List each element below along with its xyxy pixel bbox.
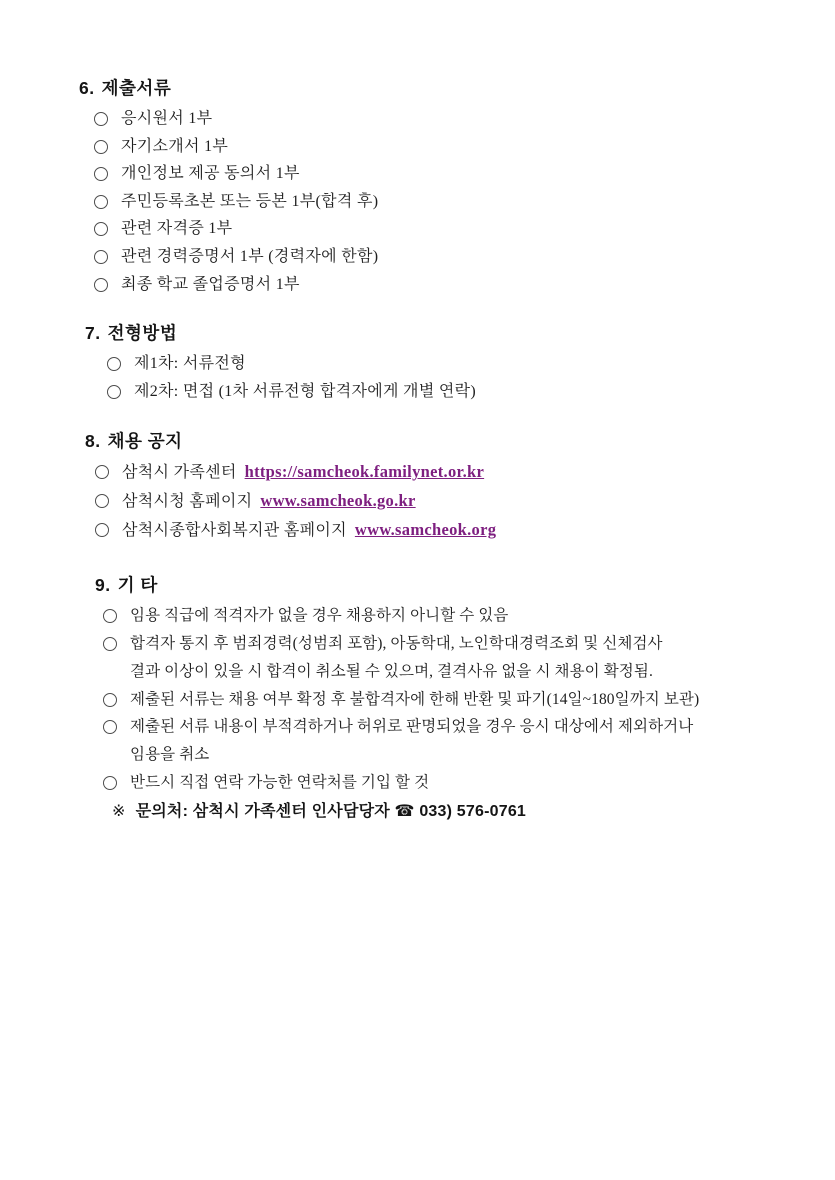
item-text — [122, 487, 416, 516]
item-text — [122, 516, 496, 545]
item-text — [130, 630, 663, 686]
list-item — [103, 602, 835, 630]
contact-note — [112, 798, 835, 825]
list-item — [94, 215, 835, 243]
list-item — [107, 350, 835, 378]
item-line: 제출된 서류 내용이 부적격하거나 허위로 판명되었을 경우 응시 대상에서 제외하거나 — [130, 718, 694, 736]
welfare-center-link[interactable]: www.samcheok.org — [354, 519, 497, 539]
list-item — [94, 188, 835, 216]
section-title: 전형방법 — [107, 323, 178, 344]
contact-note-text: 문의처: 삼척시 가족센터 인사담당자 ☎ 033) 576-0761 — [135, 802, 527, 820]
circle-bullet-icon — [94, 222, 108, 236]
list-item — [103, 713, 835, 769]
item-text: 개인정보 제공 동의서 1부 — [121, 165, 300, 183]
list-item — [94, 105, 835, 133]
item-line: 임용을 취소 — [130, 746, 210, 764]
list-item — [103, 769, 835, 797]
section-8-heading — [85, 427, 835, 456]
circle-bullet-icon — [103, 637, 117, 651]
circle-bullet-icon — [103, 609, 117, 623]
section-recruitment-notice — [0, 427, 835, 544]
city-homepage-link[interactable]: www.samcheok.go.kr — [260, 490, 416, 510]
item-text: 관련 자격증 1부 — [121, 220, 233, 238]
circle-bullet-icon — [95, 523, 109, 537]
item-text: 관련 경력증명서 1부 (경력자에 한함) — [121, 247, 379, 265]
item-text — [130, 713, 693, 769]
section-submission-documents — [0, 74, 835, 298]
link-label: 삼척시청 홈페이지 — [122, 492, 253, 510]
section-miscellaneous — [0, 571, 835, 825]
circle-bullet-icon — [103, 693, 117, 707]
section-6-items — [0, 105, 835, 298]
list-item — [95, 458, 835, 487]
list-item — [103, 686, 835, 714]
list-item — [95, 487, 835, 516]
circle-bullet-icon — [94, 167, 108, 181]
circle-bullet-icon — [94, 112, 108, 126]
section-selection-method — [0, 319, 835, 405]
list-item — [94, 243, 835, 271]
link-label: 삼척시종합사회복지관 홈페이지 — [122, 521, 347, 539]
item-line: 결과 이상이 있을 시 합격이 취소될 수 있으며, 결격사유 없을 시 채용이 확정됨. — [130, 662, 653, 680]
list-item — [103, 630, 835, 686]
list-item — [94, 271, 835, 299]
item-text: 반드시 직접 연락 가능한 연락처를 기입 할 것 — [130, 773, 430, 791]
item-text: 응시원서 1부 — [121, 110, 213, 127]
section-number: 9. — [95, 575, 111, 596]
section-number: 6. — [79, 78, 95, 98]
circle-bullet-icon — [94, 195, 108, 209]
section-8-items — [0, 458, 835, 544]
circle-bullet-icon — [107, 357, 121, 371]
item-text: 자기소개서 1부 — [121, 137, 229, 155]
item-text: 주민등록초본 또는 등본 1부(합격 후) — [121, 192, 379, 210]
item-text: 제1차: 서류전형 — [134, 355, 246, 373]
section-9-heading — [95, 571, 835, 600]
section-title: 채용 공지 — [107, 431, 183, 452]
item-text — [122, 458, 484, 487]
item-text: 최종 학교 졸업증명서 1부 — [121, 275, 300, 293]
list-item — [94, 160, 835, 188]
circle-bullet-icon — [107, 385, 121, 399]
list-item — [107, 378, 835, 406]
section-7-items — [0, 350, 835, 405]
item-text: 임용 직급에 적격자가 없을 경우 채용하지 아니할 수 있음 — [130, 607, 509, 625]
circle-bullet-icon — [95, 465, 109, 479]
link-label: 삼척시 가족센터 — [122, 464, 237, 482]
section-7-heading — [85, 319, 835, 348]
item-text: 제2차: 면접 (1차 서류전형 합격자에게 개별 연락) — [134, 382, 477, 400]
circle-bullet-icon — [103, 776, 117, 790]
circle-bullet-icon — [94, 250, 108, 264]
circle-bullet-icon — [103, 720, 117, 734]
section-number: 8. — [85, 431, 101, 452]
list-item — [95, 516, 835, 545]
section-9-items — [0, 602, 835, 825]
section-title: 기 타 — [117, 575, 158, 596]
section-title: 제출서류 — [101, 78, 172, 98]
item-text: 제출된 서류는 채용 여부 확정 후 불합격자에 한해 반환 및 파기(14일~180일까지 보관) — [130, 690, 700, 708]
circle-bullet-icon — [94, 278, 108, 292]
item-line: 합격자 통지 후 범죄경력(성범죄 포함), 아동학대, 노인학대경력조회 및 신체검사 — [130, 634, 663, 652]
section-number: 7. — [85, 323, 101, 344]
list-item — [94, 133, 835, 161]
familynet-link[interactable]: https://samcheok.familynet.or.kr — [244, 462, 485, 482]
circle-bullet-icon — [94, 140, 108, 154]
section-6-heading — [79, 74, 835, 103]
reference-mark-icon: ※ — [112, 802, 126, 820]
circle-bullet-icon — [95, 494, 109, 508]
